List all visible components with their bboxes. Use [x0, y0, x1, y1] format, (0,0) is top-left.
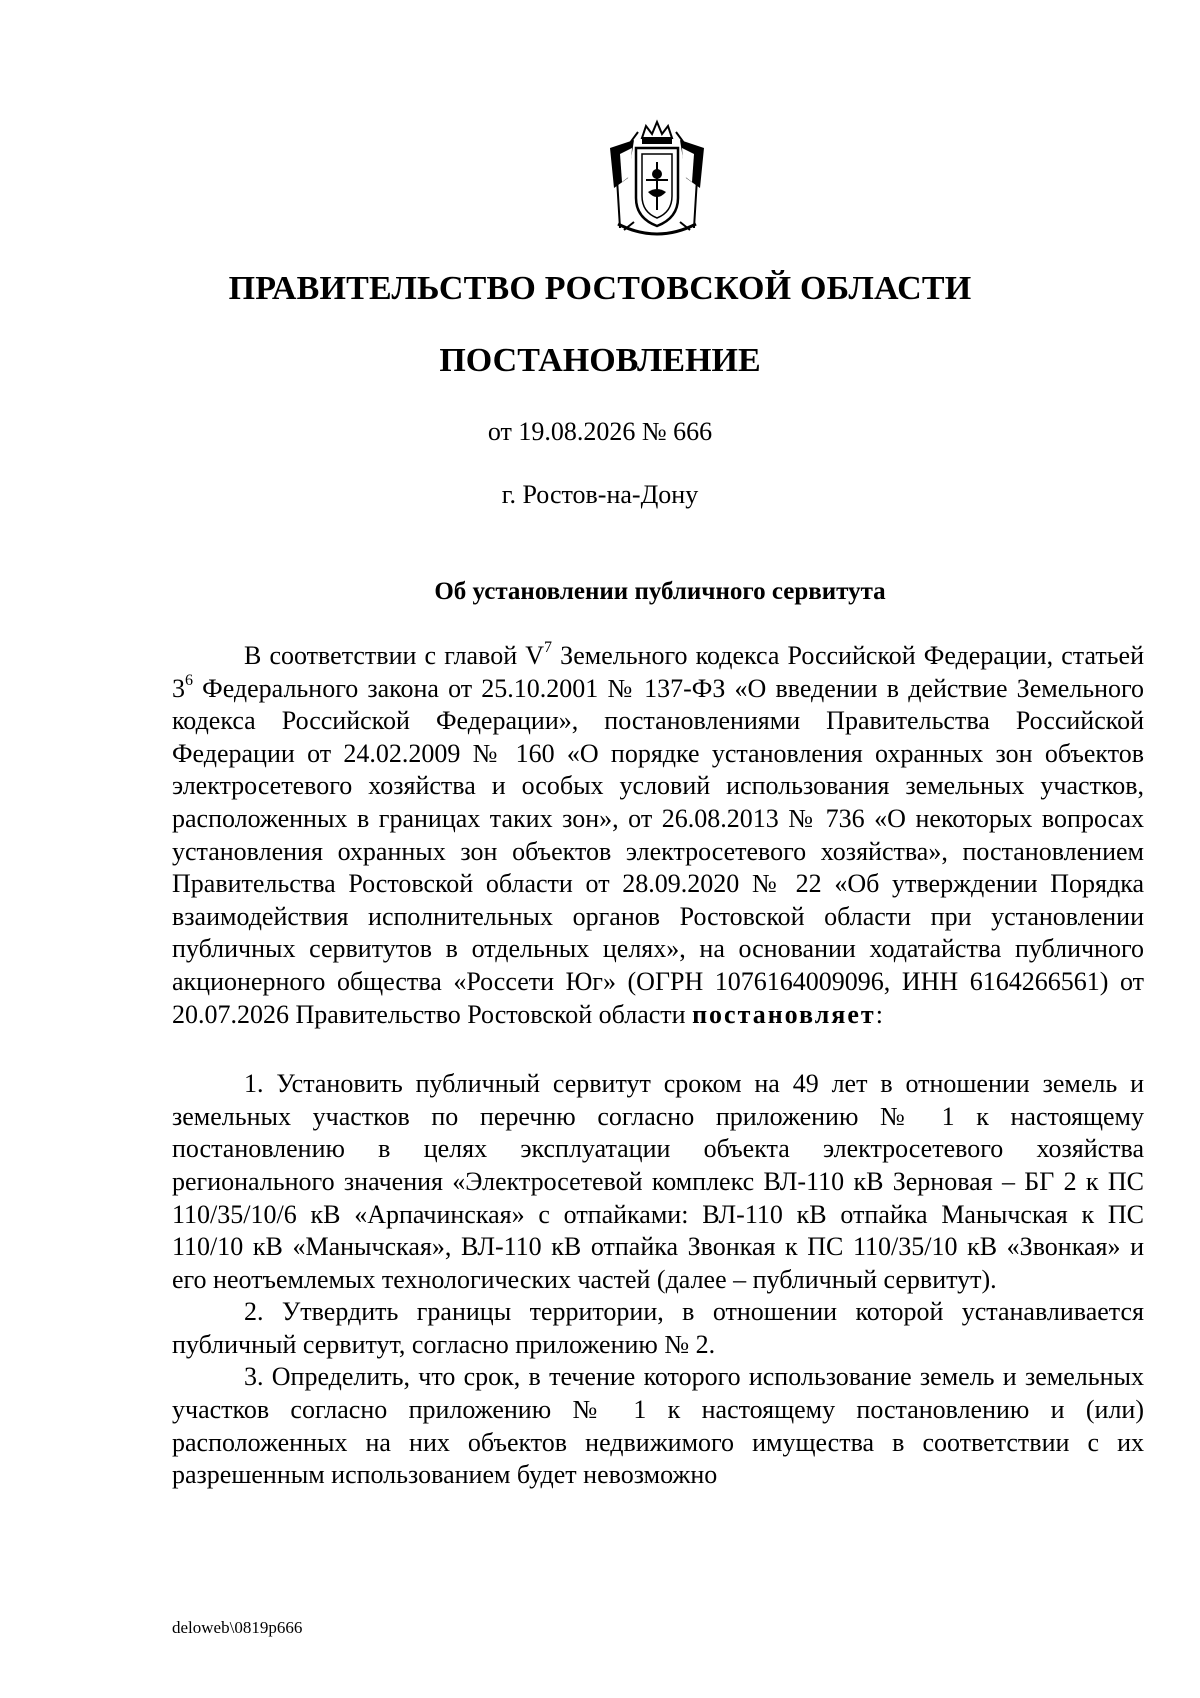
item-3-paragraph: 3. Определить, что срок, в течение которого использование земель и земельных участков согласно приложению № 1 к настоящему постановлению и (или) расположенных на них объектов недвижимого имущества в соответствии с их разрешенным использованием будет невозможно	[172, 1362, 1144, 1490]
document-type-title: ПОСТАНОВЛЕНИЕ	[439, 342, 761, 379]
item-1-paragraph: 1. Установить публичный сервитут сроком на 49 лет в отношении земель и земельных участков по перечню согласно приложению № 1 к настоящему постановлению в целях эксплуатации объекта электросетевого хозяйства регионального значения «Электросетевой комплекс ВЛ-110 кВ Зерновая – БГ 2 к ПС 110/35/10/6 кВ «Арпачинская» с отпайками: ВЛ-110 кВ отпайка Манычская к ПС 110/10 кВ «Манычская», ВЛ-110 кВ отпайка Звонкая к ПС 110/35/10 кВ «Звонкая» и его неотъемлемых технологических частей (далее – публичный сервитут).	[172, 1069, 1144, 1294]
decree-word: постановляет	[692, 999, 876, 1029]
document-body	[172, 640, 1144, 1492]
document-subject: Об установлении публичного сервитута	[434, 578, 886, 605]
government-title: ПРАВИТЕЛЬСТВО РОСТОВСКОЙ ОБЛАСТИ	[228, 270, 972, 307]
coat-of-arms-icon	[598, 118, 716, 242]
document-footer-code: deloweb\0819p666	[172, 1618, 303, 1637]
document-city: г. Ростов-на-Дону	[501, 480, 699, 509]
document-date-number: от 19.08.2026 № 666	[487, 417, 713, 446]
item-2-paragraph: 2. Утвердить границы территории, в отношении которой устанавливается публичный сервитут, согласно приложению № 2.	[172, 1297, 1144, 1359]
preamble-paragraph: В соответствии с главой $V^7$ Земельного кодекса Российской Федерации, статьей $3^6$ Федерального закона от 25.10.2001 № 137-ФЗ «О введении в действие Земельного кодекса Российской Федерации», постановлениями Правительства Российской Федерации от 24.02.2009 № 160 «О порядке установления охранных зон объектов электросетевого хозяйства и особых условий использования земельных участков, расположенных в границах таких зон», от 26.08.2013 № 736 «О некоторых вопросах установления охранных зон объектов электросетевого хозяйства», постановлением Правительства Ростовской области от 28.09.2020 № 22 «Об утверждении Порядка взаимодействия исполнительных органов Ростовской области при установлении публичных сервитутов в отдельных целях», на основании ходатайства публичного акционерного общества «Россети Юг» (ОГРН 1076164009096, ИНН 6164266561) от 20.07.2026 Правительство Ростовской области постановляет:	[172, 639, 1144, 1029]
